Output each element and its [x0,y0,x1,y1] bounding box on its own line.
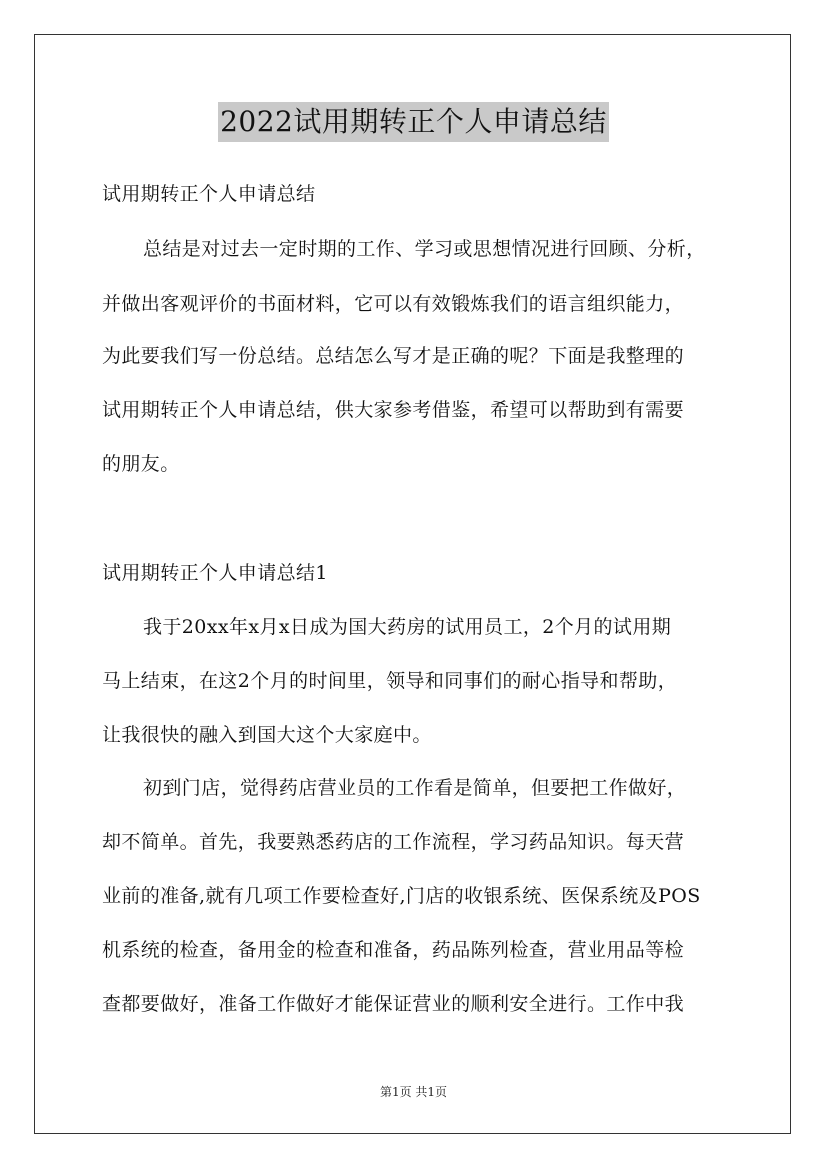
intro-line: 为此要我们写一份总结。总结怎么写才是正确的呢？下面是我整理的 [102,345,685,367]
page-footer: 第1页 共1页 [379,1085,448,1099]
intro-line: 总结是对过去一定时期的工作、学习或思想情况进行回顾、分析， [143,238,706,260]
intro-line: 的朋友。 [102,453,180,475]
intro-line: 试用期转正个人申请总结，供大家参考借鉴，希望可以帮助到有需要 [102,399,685,421]
paragraph-line: 却不简单。首先，我要熟悉药店的工作流程，学习药品知识。每天营 [102,831,685,853]
section-heading: 试用期转正个人申请总结1 [102,562,328,584]
subtitle: 试用期转正个人申请总结 [102,183,316,205]
paragraph-line: 业前的准备,就有几项工作要检查好,门店的收银系统、医保系统及POS [102,885,701,907]
paragraph-line: 机系统的检查，备用金的检查和准备，药品陈列检查，营业用品等检 [102,939,685,961]
paragraph-line: 马上结束，在这2个月的时间里，领导和同事们的耐心指导和帮助， [102,670,678,692]
document-title: 2022试用期转正个人申请总结 [218,102,609,142]
paragraph-line: 初到门店，觉得药店营业员的工作看是简单，但要把工作做好， [143,777,687,799]
paragraph-line: 查都要做好，准备工作做好才能保证营业的顺利安全进行。工作中我 [102,993,685,1015]
paragraph-line: 让我很快的融入到国大这个大家庭中。 [102,724,432,746]
paragraph-line: 我于20xx年x月x日成为国大药房的试用员工，2个月的试用期 [143,616,672,638]
title-container [0,102,827,142]
intro-line: 并做出客观评价的书面材料，它可以有效锻炼我们的语言组织能力， [102,293,685,315]
